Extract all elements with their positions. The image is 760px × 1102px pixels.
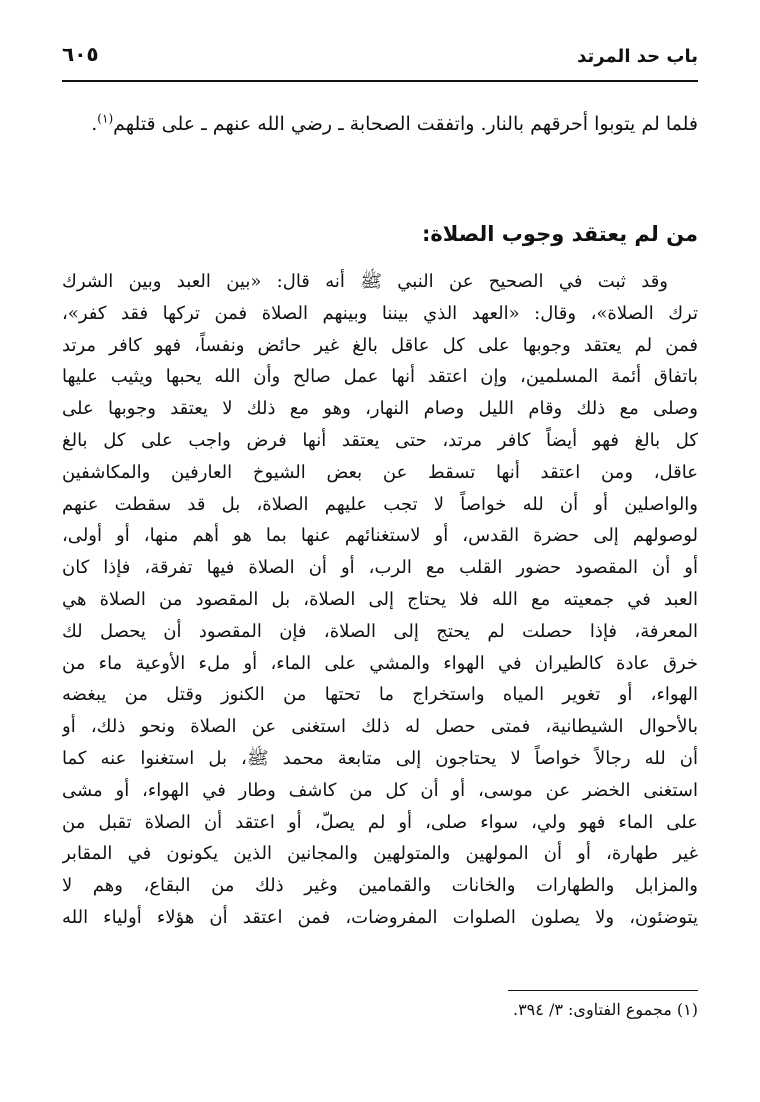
body-line: بالأحوال الشيطانية، فمتى حصل له ذلك استغنى عن الصلاة ونحو ذلك، أو	[62, 716, 698, 738]
intro-paragraph	[62, 106, 698, 142]
section-heading: من لم يعتقد وجوب الصلاة:	[421, 222, 698, 246]
body-line: استغنى الخضر عن موسى، أو أن كل من كاشف وطار في الهواء، أو مشى	[62, 779, 698, 801]
body-line: على الماء فهو ولي، سواء صلى، أو لم يصلّ، أو اعتقد أن الصلاة تقبل من	[62, 811, 698, 833]
body-line: والمزابل والطهارات والخانات والقمامين وغير ذلك من البقاع، وهم لا	[62, 875, 698, 897]
body-line: كل بالغ فهو أيضاً كافر مرتد، حتى يعتقد أنها فرض واجب على كل بالغ	[62, 429, 698, 451]
body-line: والواصلين أو أن لله خواصاً لا تجب عليهم الصلاة، بل قد سقطت عنهم	[62, 493, 698, 515]
intro-end: .	[91, 113, 98, 135]
body-line: المعرفة، فإذا حصلت لم يحتج إلى الصلاة، فإن المقصود أن يحصل لك	[62, 620, 698, 642]
body-line: وقد ثبت في الصحيح عن النبي ﷺ أنه قال: «بين العبد وبين الشرك	[62, 271, 668, 292]
footnote-reference[interactable]: (١)	[97, 111, 114, 126]
body-line: خرق عادة كالطيران في الهواء والمشي على الماء، أو ملء الأوعية ماء من	[62, 652, 698, 674]
page-header	[62, 40, 698, 76]
header-rule	[62, 80, 698, 82]
page-number: ٦٠٥	[62, 42, 99, 66]
body-line: العبد في جمعيته مع الله فلا يحتاج إلى الصلاة، بل المقصود من الصلاة هي	[62, 588, 698, 610]
body-line: عاقل، ومن اعتقد أنها تسقط عن بعض الشيوخ العارفين والمكاشفين	[62, 461, 698, 483]
intro-text: فلما لم يتوبوا أحرقهم بالنار. واتفقت الصحابة ـ رضي الله عنهم ـ على قتلهم	[113, 113, 698, 135]
body-line: وصلى مع ذلك وقام الليل وصام النهار، وهو مع ذلك لا يعتقد وجوبها على	[62, 398, 698, 420]
body-line: باتفاق أئمة المسلمين، وإن اعتقد أنها عمل صالح وأن الله يحبها ويثيب عليها	[62, 366, 698, 388]
body-line: أن لله رجالاً خواصاً لا يحتاجون إلى متابعة محمد ﷺ، بل استغنوا عنه كما	[62, 747, 698, 769]
body-line: أو أن المقصود حضور القلب مع الرب، أو أن الصلاة فيها تفرقة، فإذا كان	[62, 557, 698, 579]
footnote: (١) مجموع الفتاوى: ٣/ ٣٩٤.	[512, 1000, 698, 1019]
body-line: غير طهارة، أو أن المولهين والمتولهين والمجانين الذين يكونون في المقابر	[62, 843, 698, 865]
running-title: باب حد المرتد	[577, 46, 698, 67]
body-paragraph	[62, 266, 698, 934]
body-line: الهواء، أو تغوير المياه واستخراج ما تحتها من الكنوز وقتل من يبغضه	[62, 684, 698, 706]
footnote-rule	[508, 990, 698, 991]
body-line: لوصولهم إلى حضرة القدس، أو لاستغنائهم عنها بما هو أهم منها، أو أولى،	[62, 525, 698, 547]
body-line: فمن لم يعتقد وجوبها على كل عاقل بالغ غير حائض ونفساً، فهو كافر مرتد	[62, 334, 698, 356]
body-line: يتوضئون، ولا يصلون الصلوات المفروضات، فمن اعتقد أن هؤلاء أولياء الله	[62, 906, 698, 928]
body-line: ترك الصلاة»، وقال: «العهد الذي بيننا وبينهم الصلاة فمن تركها فقد كفر»،	[62, 302, 698, 324]
